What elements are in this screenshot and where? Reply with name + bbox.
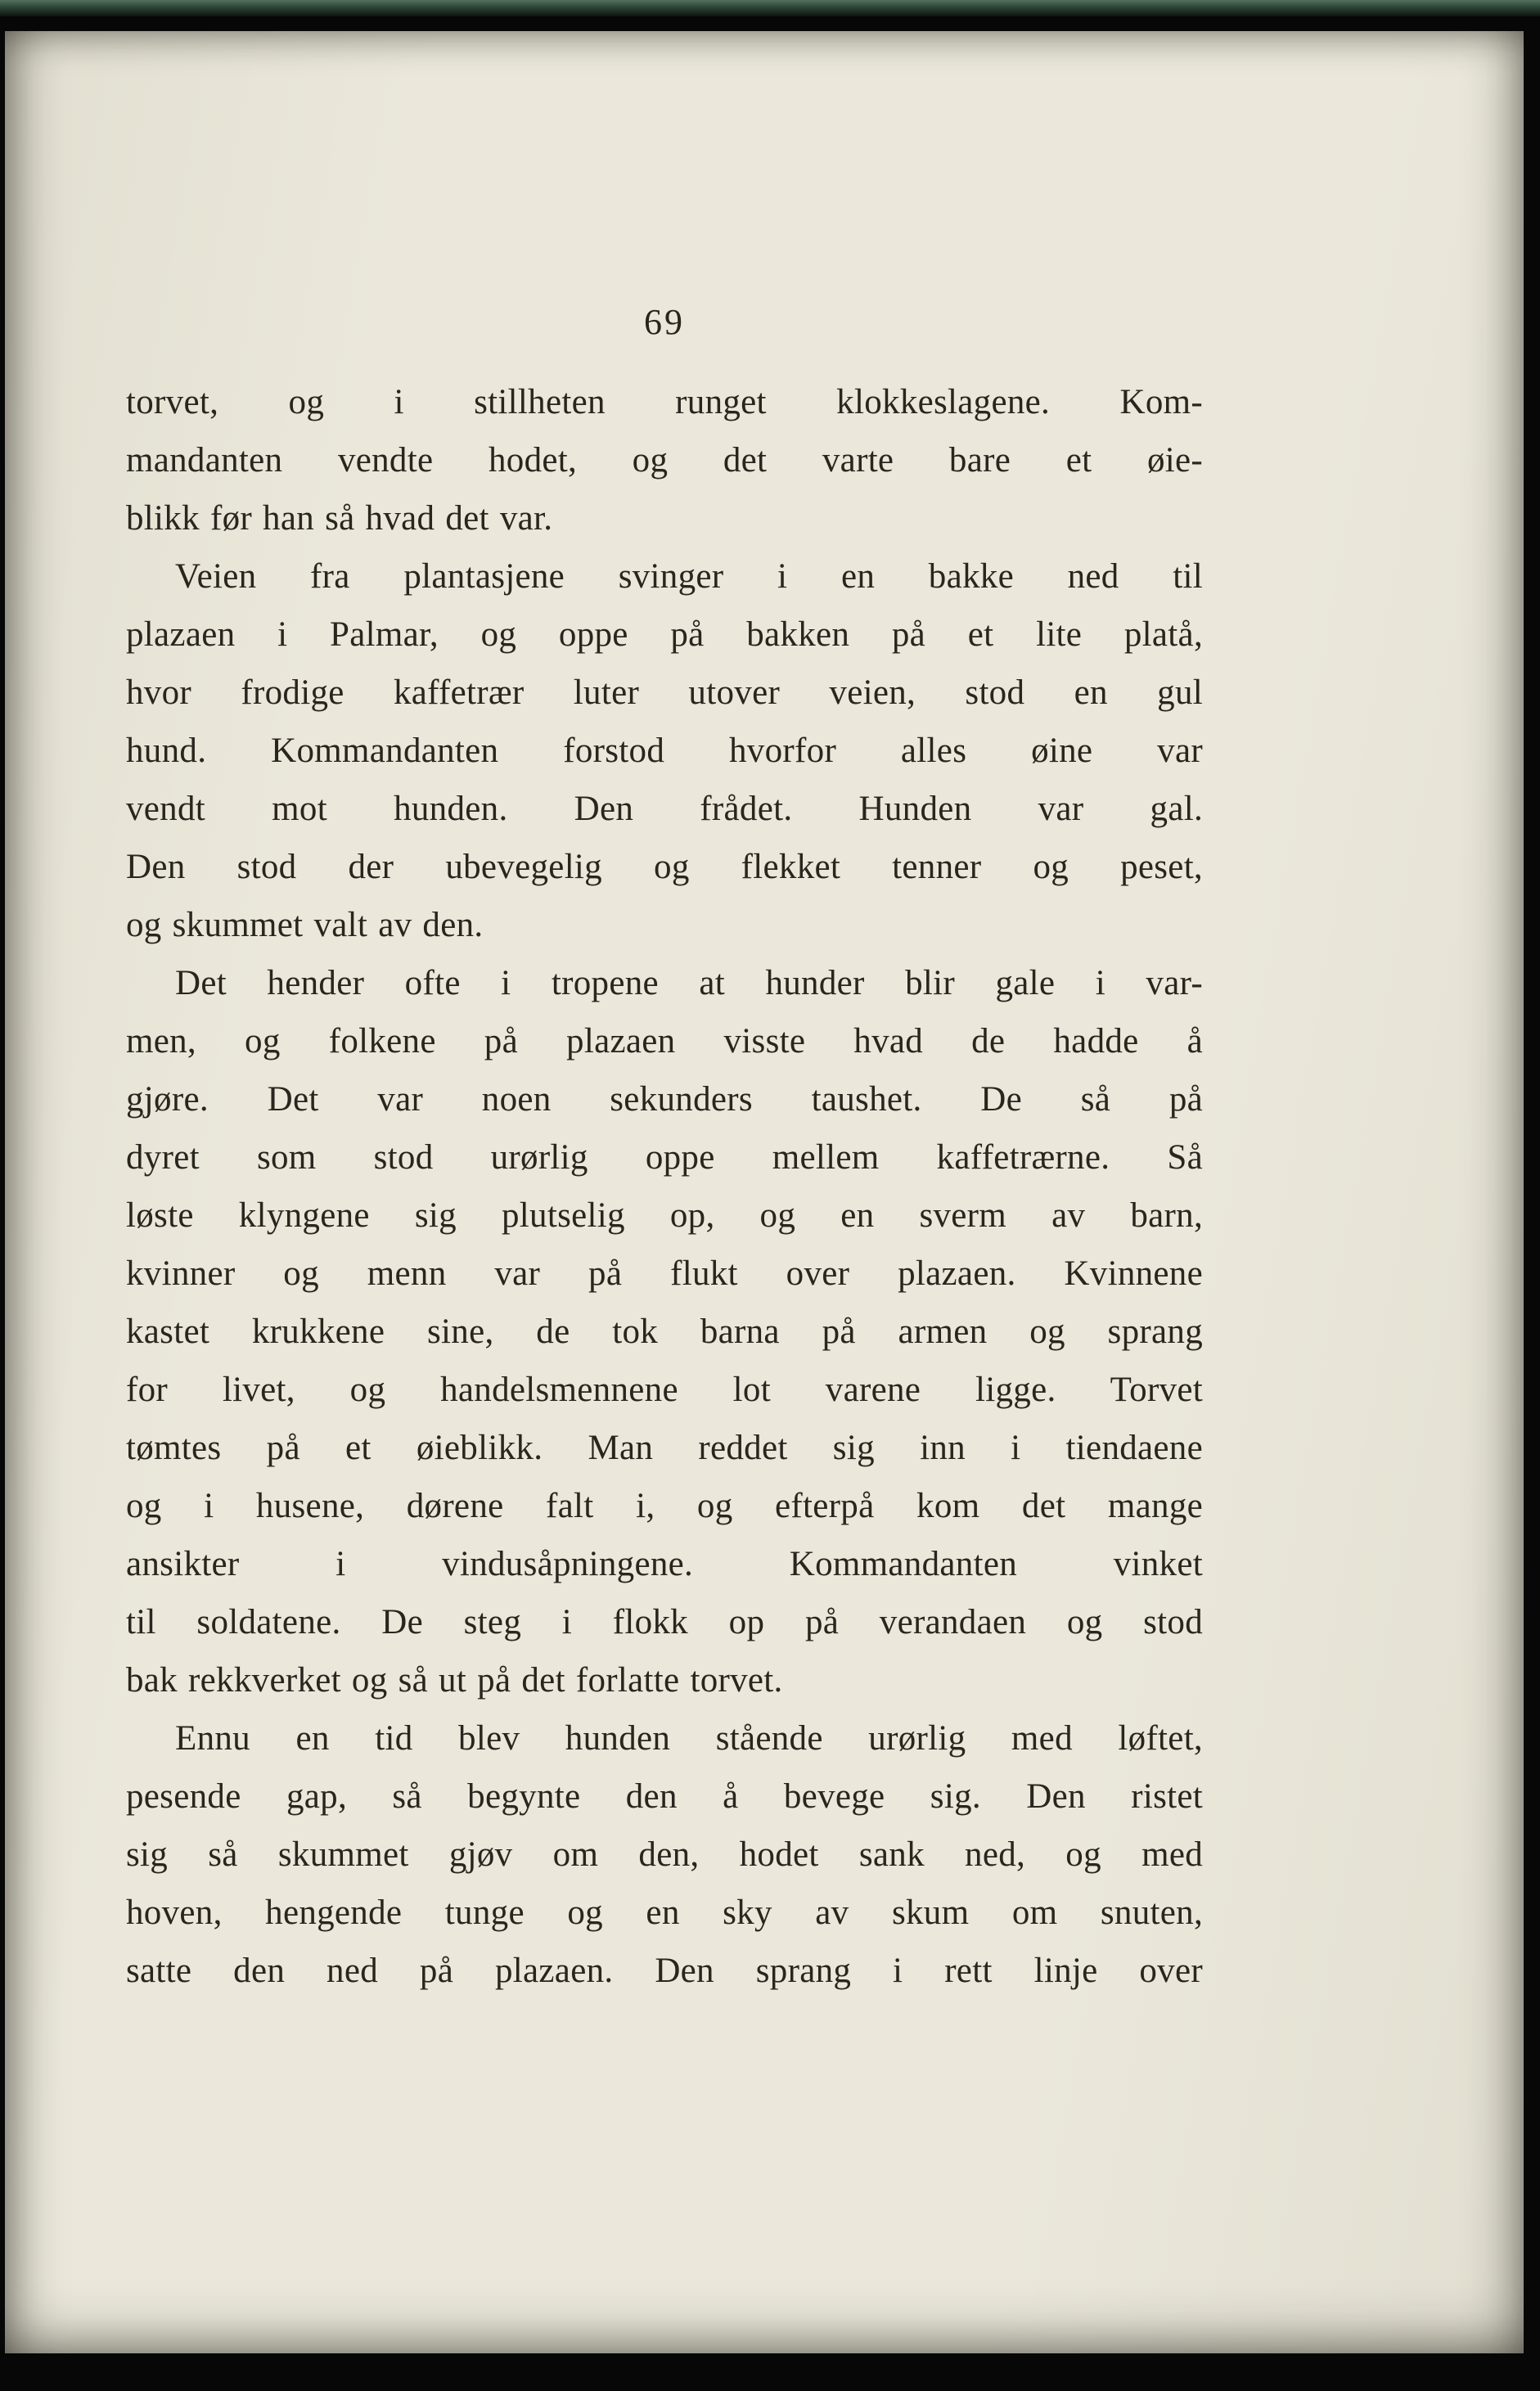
text-line: blikk før han så hvad det var. — [126, 499, 553, 538]
text-line: pesende gap, så begynte den å bevege sig. Den ristet — [126, 1777, 1203, 1816]
text-line: hund. Kommandanten forstod hvorfor alles øine var — [126, 732, 1203, 770]
text-line: for livet, og handelsmennene lot varene ligge. Torvet — [126, 1371, 1203, 1409]
book-page — [5, 31, 1524, 2353]
text-line: bak rekkverket og så ut på det forlatte torvet. — [126, 1661, 783, 1700]
text-line: Den stod der ubevegelig og flekket tenner og peset, — [126, 848, 1203, 886]
text-line: til soldatene. De steg i flokk op på verandaen og stod — [126, 1603, 1203, 1641]
text-line: torvet, og i stillheten runget klokkeslagene. Kom- — [126, 383, 1203, 421]
text-line: og skummet valt av den. — [126, 906, 484, 944]
text-line: Det hender ofte i tropene at hunder blir gale i var- — [175, 964, 1203, 1002]
text-line: gjøre. Det var noen sekunders taushet. De så på — [126, 1080, 1203, 1119]
text-line: hoven, hengende tunge og en sky av skum om snuten, — [126, 1893, 1203, 1932]
book-edge-band — [0, 0, 1540, 16]
text-line: tømtes på et øieblikk. Man reddet sig inn i tiendaene — [126, 1429, 1203, 1467]
text-line: men, og folkene på plazaen visste hvad de hadde å — [126, 1022, 1203, 1060]
text-line: ansikter i vindusåpningene. Kommandanten vinket — [126, 1545, 1203, 1583]
text-line: Veien fra plantasjene svinger i en bakke ned til — [175, 557, 1203, 596]
text-line: satte den ned på plazaen. Den sprang i rett linje over — [126, 1952, 1203, 1990]
text-line: dyret som stod urørlig oppe mellem kaffetrærne. Så — [126, 1138, 1203, 1177]
page-number: 69 — [644, 302, 685, 342]
text-line: sig så skummet gjøv om den, hodet sank ned, og med — [126, 1835, 1203, 1874]
text-line: mandanten vendte hodet, og det varte bare et øie- — [126, 441, 1203, 480]
text-line: vendt mot hunden. Den frådet. Hunden var gal. — [126, 790, 1203, 828]
text-line: plazaen i Palmar, og oppe på bakken på et lite platå, — [126, 615, 1203, 654]
text-line: kastet krukkene sine, de tok barna på armen og sprang — [126, 1313, 1203, 1351]
text-line: kvinner og menn var på flukt over plazaen. Kvinnene — [126, 1254, 1203, 1293]
page-text — [126, 373, 1203, 2000]
text-line: og i husene, dørene falt i, og efterpå kom det mange — [126, 1487, 1203, 1525]
text-line: hvor frodige kaffetrær luter utover veien, stod en gul — [126, 673, 1203, 712]
text-line: løste klyngene sig plutselig op, og en sverm av barn, — [126, 1196, 1203, 1235]
text-line: Ennu en tid blev hunden stående urørlig med løftet, — [175, 1719, 1203, 1758]
